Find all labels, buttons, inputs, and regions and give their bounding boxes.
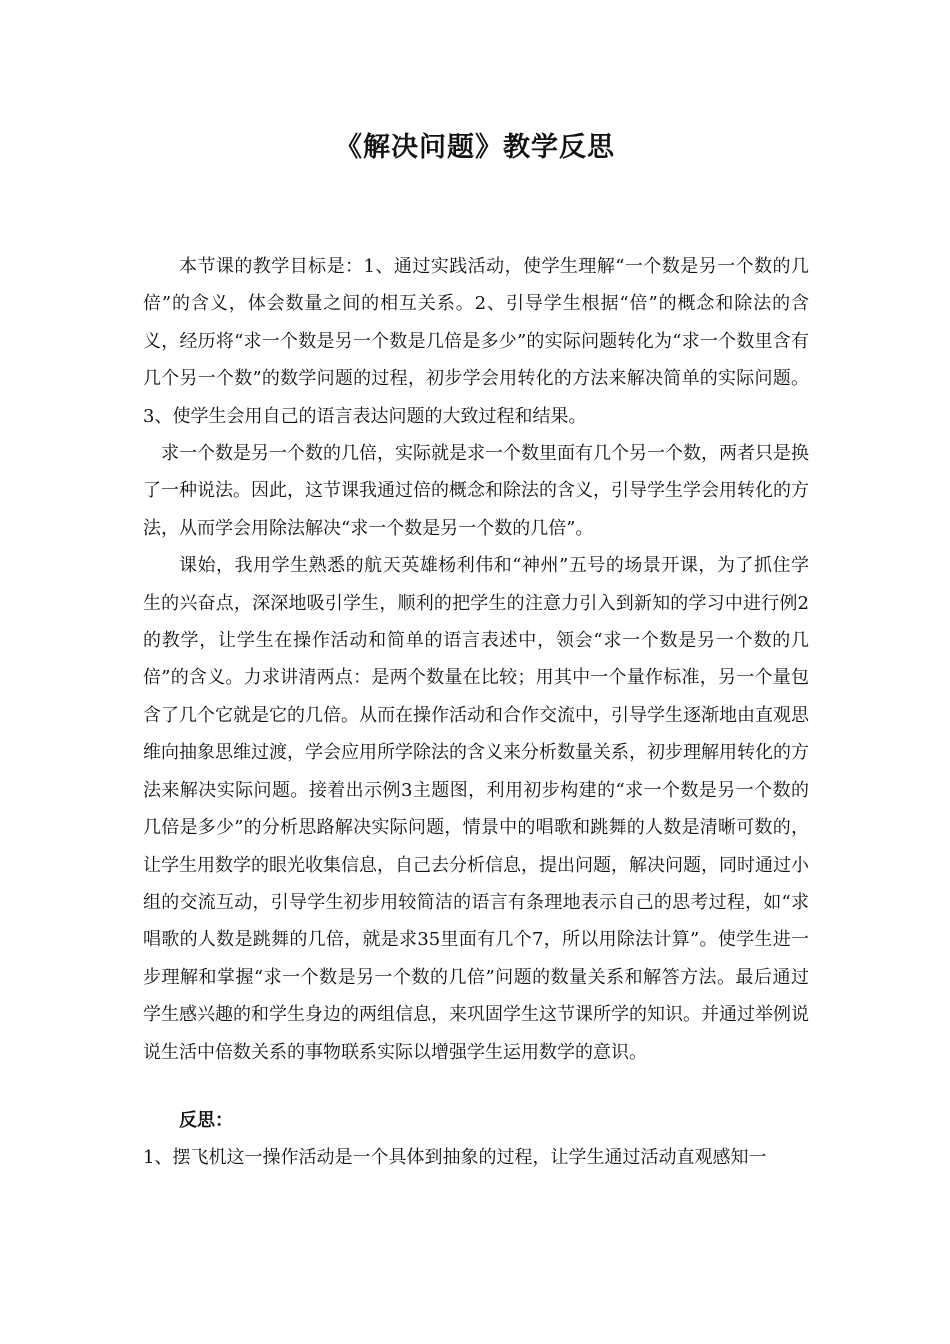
reflection-item: 1、摆飞机这一操作活动是一个具体到抽象的过程，让学生通过活动直观感知一 xyxy=(143,1147,767,1169)
paragraph-objectives: 本节课的教学目标是：1、通过实践活动，使学生理解“一个数是另一个数的几倍”的含义，体会数量之间的相互关系。2、引导学生根据“倍”的概念和除法的含义，经历将“求一个数是另一个数是几倍是多少”的实际问题转化为“求一个数里含有几个另一个数”的数学问题的过程，初步学会用转化的方法来解决简单的实际问题。3、使学生会用自己的语言表达问题的大致过程和结果。 xyxy=(143,256,809,427)
document-body xyxy=(143,248,809,1177)
reflection-heading: 反思： xyxy=(179,1109,233,1131)
paragraph-concept: 求一个数是另一个数的几倍，实际就是求一个数里面有几个另一个数，两者只是换了一种说法。因此，这节课我通过倍的概念和除法的含义，引导学生学会用转化的方法，从而学会用除法解决“求一个数是另一个数的几倍”。 xyxy=(143,443,809,539)
paragraph-spacer xyxy=(143,1071,809,1102)
document-title: 《解决问题》教学反思 xyxy=(335,132,615,163)
paragraph-lesson-process: 课始，我用学生熟悉的航天英雄杨利伟和“神州”五号的场景开课，为了抓住学生的兴奋点，深深地吸引学生，顺利的把学生的注意力引入到新知的学习中进行例2的教学，让学生在操作活动和简单的语言表述中，领会“求一个数是另一个数的几倍”的含义。力求讲清两点：是两个数量在比较；用其中一个量作标准，另一个量包含了几个它就是它的几倍。从而在操作活动和合作交流中，引导学生逐渐地由直观思维向抽象思维过渡，学会应用所学除法的含义来分析数量关系，初步理解用转化的方法来解决实际问题。接着出示例3主题图，利用初步构建的“求一个数是另一个数的几倍是多少”的分析思路解决实际问题，情景中的唱歌和跳舞的人数是清晰可数的，让学生用数学的眼光收集信息，自己去分析信息，提出问题，解决问题，同时通过小组的交流互动，引导学生初步用较简洁的语言有条理地表示自己的思考过程，如“求唱歌的人数是跳舞的几倍，就是求35里面有几个7，所以用除法计算”。使学生进一步理解和掌握“求一个数是另一个数的几倍”问题的数量关系和解答方法。最后通过学生感兴趣的和学生身边的两组信息，来巩固学生这节课所学的知识。并通过举例说说生活中倍数关系的事物联系实际以增强学生运用数学的意识。 xyxy=(143,555,809,1063)
